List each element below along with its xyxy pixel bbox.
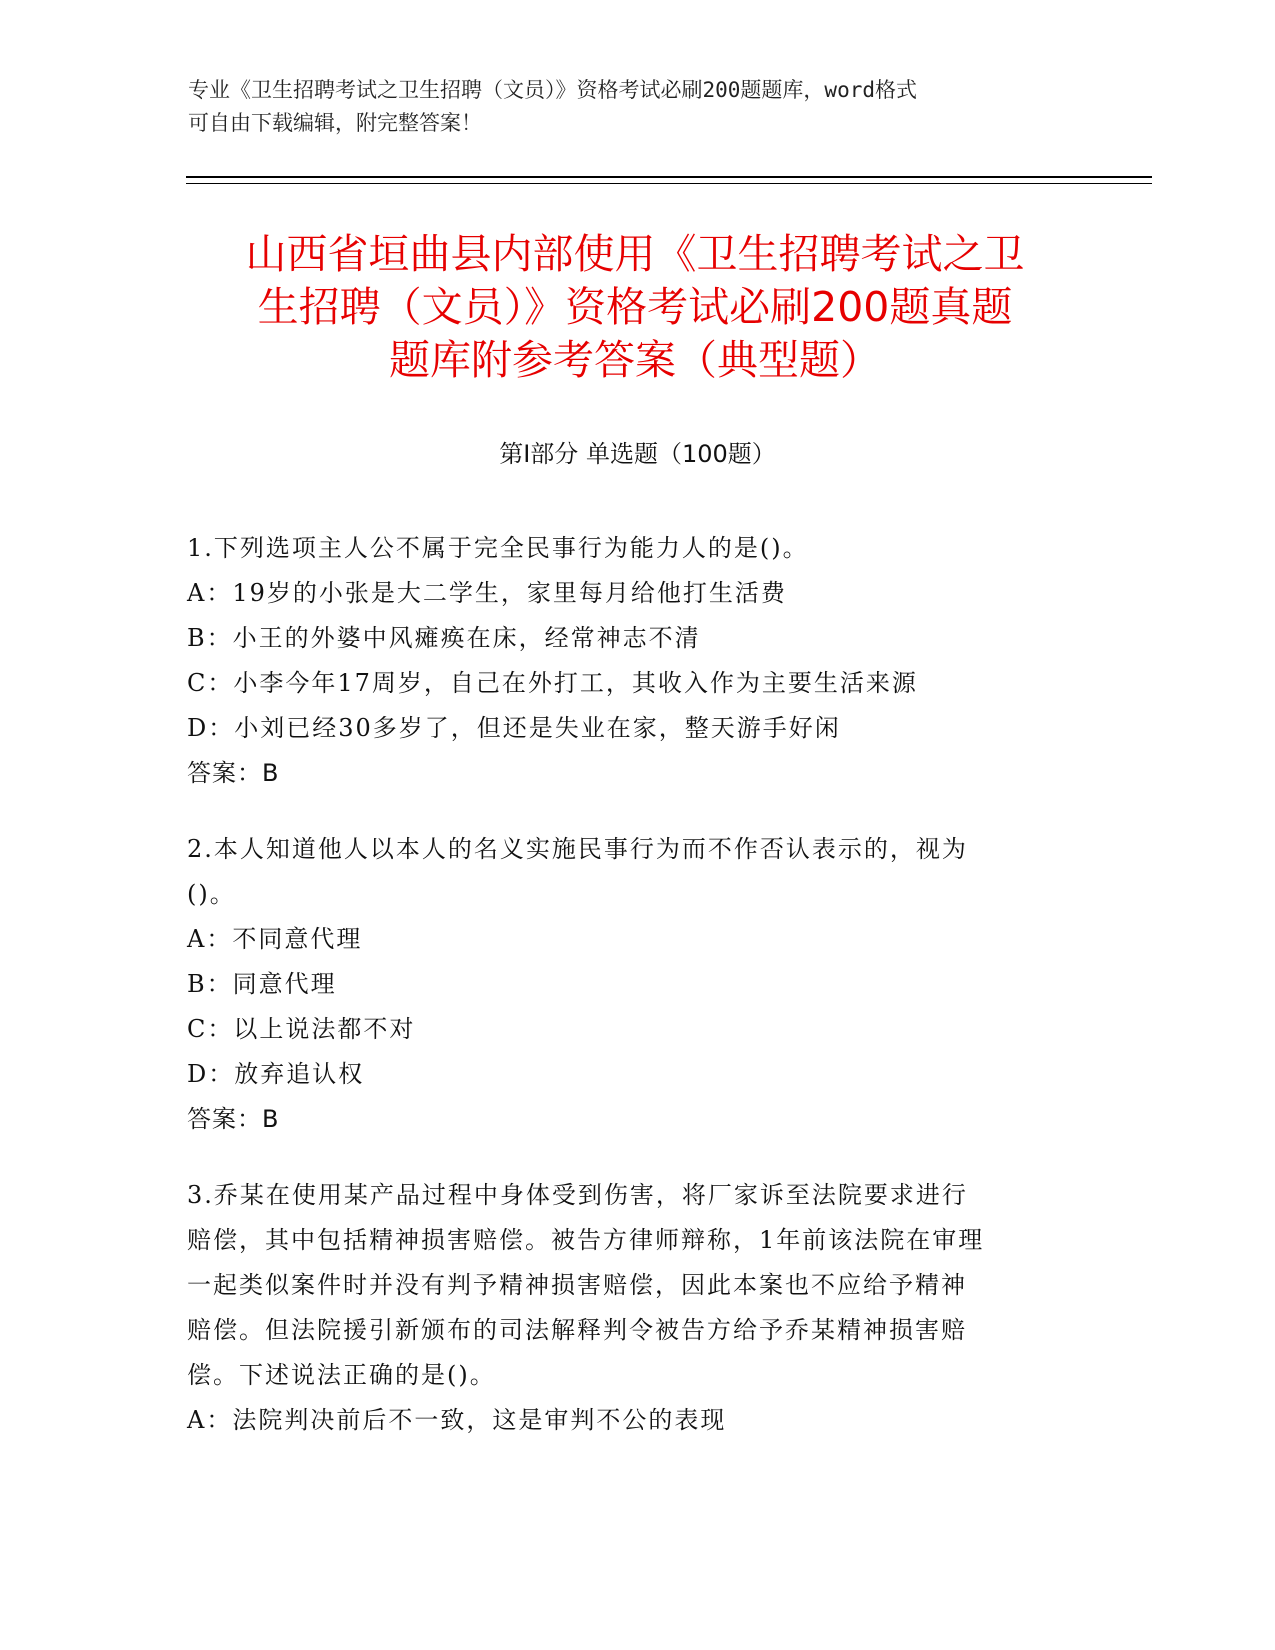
option-b: B：同意代理	[187, 970, 337, 998]
option-a: A：19岁的小张是大二学生，家里每月给他打生活费	[187, 579, 787, 607]
question-stem-line: 2.本人知道他人以本人的名义实施民事行为而不作否认表示的，视为	[187, 835, 968, 863]
option-a: A：法院判决前后不一致，这是审判不公的表现	[187, 1406, 727, 1434]
option-d: D：放弃追认权	[187, 1060, 365, 1088]
question-stem-line: 偿。下述说法正确的是()。	[187, 1361, 496, 1389]
option-d: D：小刘已经30多岁了，但还是失业在家，整天游手好闲	[187, 714, 841, 742]
question-stem-line: 1.下列选项主人公不属于完全民事行为能力人的是()。	[187, 534, 809, 562]
question-stem	[187, 526, 1087, 571]
question-2	[187, 827, 1087, 1142]
header-note	[188, 74, 1068, 140]
question-stem	[187, 827, 1087, 917]
document-title-line: 题库附参考答案（典型题）	[389, 336, 881, 384]
header-rule-thick	[186, 176, 1152, 178]
option-c: C：以上说法都不对	[187, 1015, 416, 1043]
header-rule-thin	[186, 183, 1152, 184]
question-stem-line: ()。	[187, 880, 236, 908]
header-note-line: 可自由下载编辑，附完整答案！	[188, 111, 482, 135]
answer: 答案：B	[187, 759, 280, 787]
answer: 答案：B	[187, 1105, 280, 1133]
option-b: B：小王的外婆中风瘫痪在床，经常神志不清	[187, 624, 701, 652]
question-3	[187, 1173, 1087, 1443]
question-stem-line: 3.乔某在使用某产品过程中身体受到伤害，将厂家诉至法院要求进行	[187, 1181, 968, 1209]
question-stem-line: 赔偿，其中包括精神损害赔偿。被告方律师辩称，1年前该法院在审理	[187, 1226, 985, 1254]
question-stem	[187, 1173, 1087, 1398]
document-title	[160, 228, 1110, 387]
header-note-line: 专业《卫生招聘考试之卫生招聘（文员）》资格考试必刷200题题库，word格式	[188, 78, 917, 102]
option-c: C：小李今年17周岁，自己在外打工，其收入作为主要生活来源	[187, 669, 918, 697]
document-title-line: 山西省垣曲县内部使用《卫生招聘考试之卫	[245, 230, 1025, 278]
section-title: 第Ⅰ部分 单选题（100题）	[499, 440, 776, 468]
question-stem-line: 一起类似案件时并没有判予精神损害赔偿，因此本案也不应给予精神	[187, 1271, 967, 1299]
question-stem-line: 赔偿。但法院援引新颁布的司法解释判令被告方给予乔某精神损害赔	[187, 1316, 967, 1344]
document-title-line: 生招聘（文员）》资格考试必刷200题真题	[257, 283, 1013, 331]
question-list	[187, 526, 1087, 1474]
question-1	[187, 526, 1087, 796]
option-a: A：不同意代理	[187, 925, 363, 953]
